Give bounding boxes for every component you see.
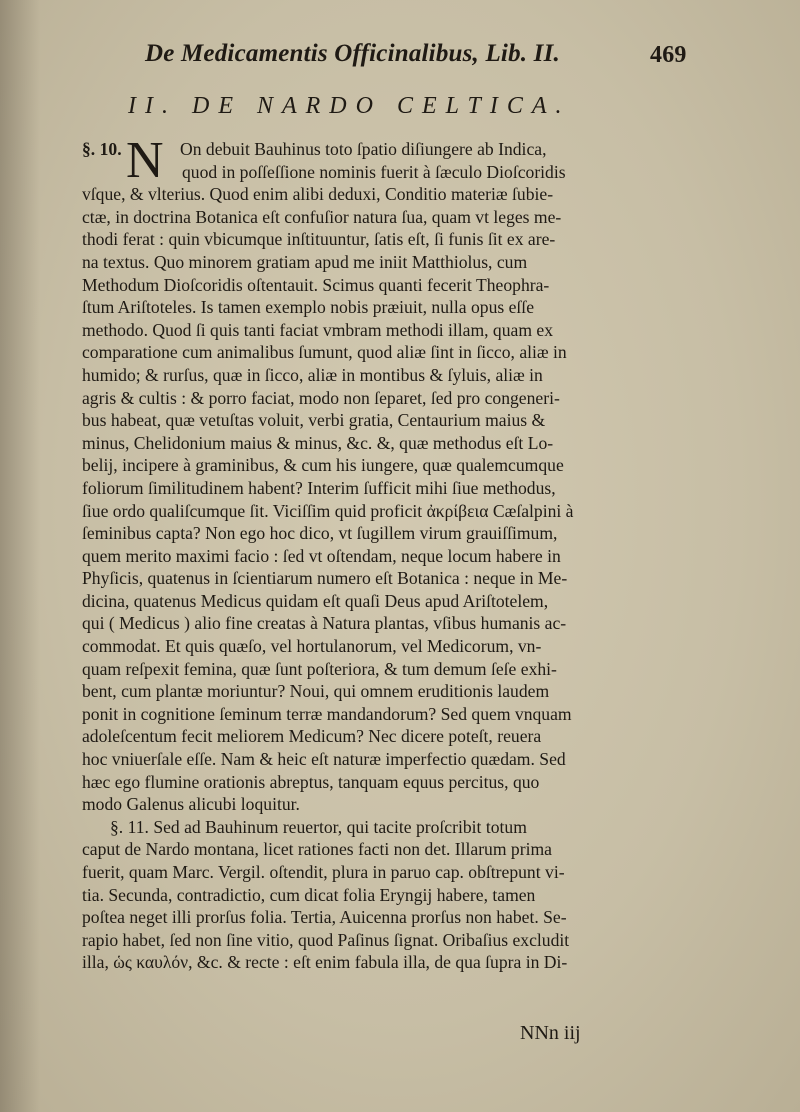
text-line: methodo. Quod ſi quis tanti faciat vmbram methodi illam, quam ex <box>82 319 554 340</box>
text-line: belij, incipere à graminibus, & cum his iungere, quæ qualemcumque <box>82 455 564 476</box>
running-head <box>145 40 705 80</box>
text-line: na textus. Quo minorem gratiam apud me iniit Matthiolus, cum <box>82 251 528 272</box>
text-line: qui ( Medicus ) alio fine creatas à Natura plantas, vſibus humanis ac- <box>82 613 567 634</box>
text-line: fuerit, quam Marc. Vergil. oſtendit, plura in paruo cap. obſtrepunt vi- <box>82 862 565 882</box>
text-line <box>82 138 722 161</box>
text-line: tia. Secunda, contradictio, cum dicat folia Eryngij habere, tamen <box>82 884 536 905</box>
text-line: Methodum Dioſcoridis oſtentauit. Scimus quanti fecerit Theophra- <box>82 274 550 295</box>
page-number: 469 <box>650 42 687 68</box>
text-line: adoleſcentum fecit meliorem Medicum? Nec dicere poteſt, reuera <box>82 726 542 747</box>
text-line: minus, Chelidonium maius & minus, &c. &, quæ methodus eſt Lo- <box>82 432 554 453</box>
signature-mark: NNn iij <box>520 1022 581 1044</box>
body-text <box>82 132 722 974</box>
drop-cap-letter: N <box>126 132 164 189</box>
text-line: modo Galenus alicubi loquitur. <box>82 794 300 815</box>
text-line: quem merito maximi facio : ſed vt oſtendam, neque locum habere in <box>82 545 561 566</box>
text-line: ctæ, in doctrina Botanica eſt confuſior natura ſua, quam vt leges me- <box>82 206 562 227</box>
text-line: §. 11. Sed ad Bauhinum reuertor, qui tacite proſcribit totum <box>110 816 527 837</box>
text-line: Phyſicis, quatenus in ſcientiarum numero eſt Botanica : neque in Me- <box>82 568 568 589</box>
text-line: illa, ὡς καυλόν, &c. & recte : eſt enim fabula illa, de qua ſupra in Di- <box>82 952 568 973</box>
line-text: On debuit Bauhinus toto ſpatio diſiungere ab Indica, <box>180 139 547 159</box>
text-line: rapio habet, ſed non ſine vitio, quod Paſinus ſignat. Oribaſius excludit <box>82 929 570 950</box>
text-line: poſtea neget illi prorſus folia. Tertia, Auicenna prorſus non habet. Se- <box>82 907 567 928</box>
section-heading: II. DE NARDO CELTICA. <box>128 93 571 119</box>
paragraph-number: §. 10. <box>82 139 122 159</box>
text-line: foliorum ſimilitudinem habent? Interim ſufficit mihi ſiue methodus, <box>82 477 556 498</box>
text-line: ſtum Ariſtoteles. Is tamen exemplo nobis præiuit, nulla opus eſſe <box>82 297 534 318</box>
text-line: humido; & rurſus, quæ in ſicco, aliæ in montibus & ſyluis, aliæ in <box>82 364 543 385</box>
running-head-title: De Medicamentis Officinalibus, Lib. II. <box>145 40 560 67</box>
text-line: comparatione cum animalibus ſumunt, quod aliæ ſint in ſicco, aliæ in <box>82 342 567 363</box>
text-line: quam reſpexit femina, quæ ſunt poſteriora, & tum demum ſeſe exhi- <box>82 658 557 679</box>
page-gutter-shadow <box>0 0 40 1112</box>
text-line: commodat. Et quis quæſo, vel hortulanorum, vel Medicorum, vn- <box>82 636 542 657</box>
text-line: hoc vniuerſale eſſe. Nam & heic eſt naturæ imperfectio quædam. Sed <box>82 749 566 770</box>
text-line: ponit in cognitione ſeminum terræ mandandorum? Sed quem vnquam <box>82 703 572 724</box>
text-line: caput de Nardo montana, licet rationes facti non det. Illarum prima <box>82 839 552 860</box>
text-line: ſeminibus capta? Non ego hoc dico, vt ſugillem virum grauiſſimum, <box>82 523 558 544</box>
text-line: bent, cum plantæ moriuntur? Noui, qui omnem eruditionis laudem <box>82 681 550 702</box>
text-line: thodi ferat : quin vbicumque inſtituuntur, ſatis eſt, ſi funis ſit ex are- <box>82 229 556 250</box>
text-line: agris & cultis : & porro faciat, modo non ſeparet, ſed pro congeneri- <box>82 387 560 408</box>
text-line: quod in poſſeſſione nominis fuerit à ſæculo Dioſcoridis <box>182 161 566 182</box>
text-line: ſiue ordo qualiſcumque ſit. Viciſſim quid proficit ἀκρίβεια Cæſalpini à <box>82 500 574 521</box>
text-line: bus habeat, quæ vetuſtas voluit, verbi gratia, Centaurium maius & <box>82 410 546 431</box>
text-line: dicina, quatenus Medicus quidam eſt quaſi Deus apud Ariſtotelem, <box>82 590 549 611</box>
text-line: vſque, & vlterius. Quod enim alibi deduxi, Conditio materiæ ſubie- <box>82 184 554 205</box>
text-line: hæc ego flumine orationis abreptus, tanquam equus percitus, quo <box>82 771 540 792</box>
